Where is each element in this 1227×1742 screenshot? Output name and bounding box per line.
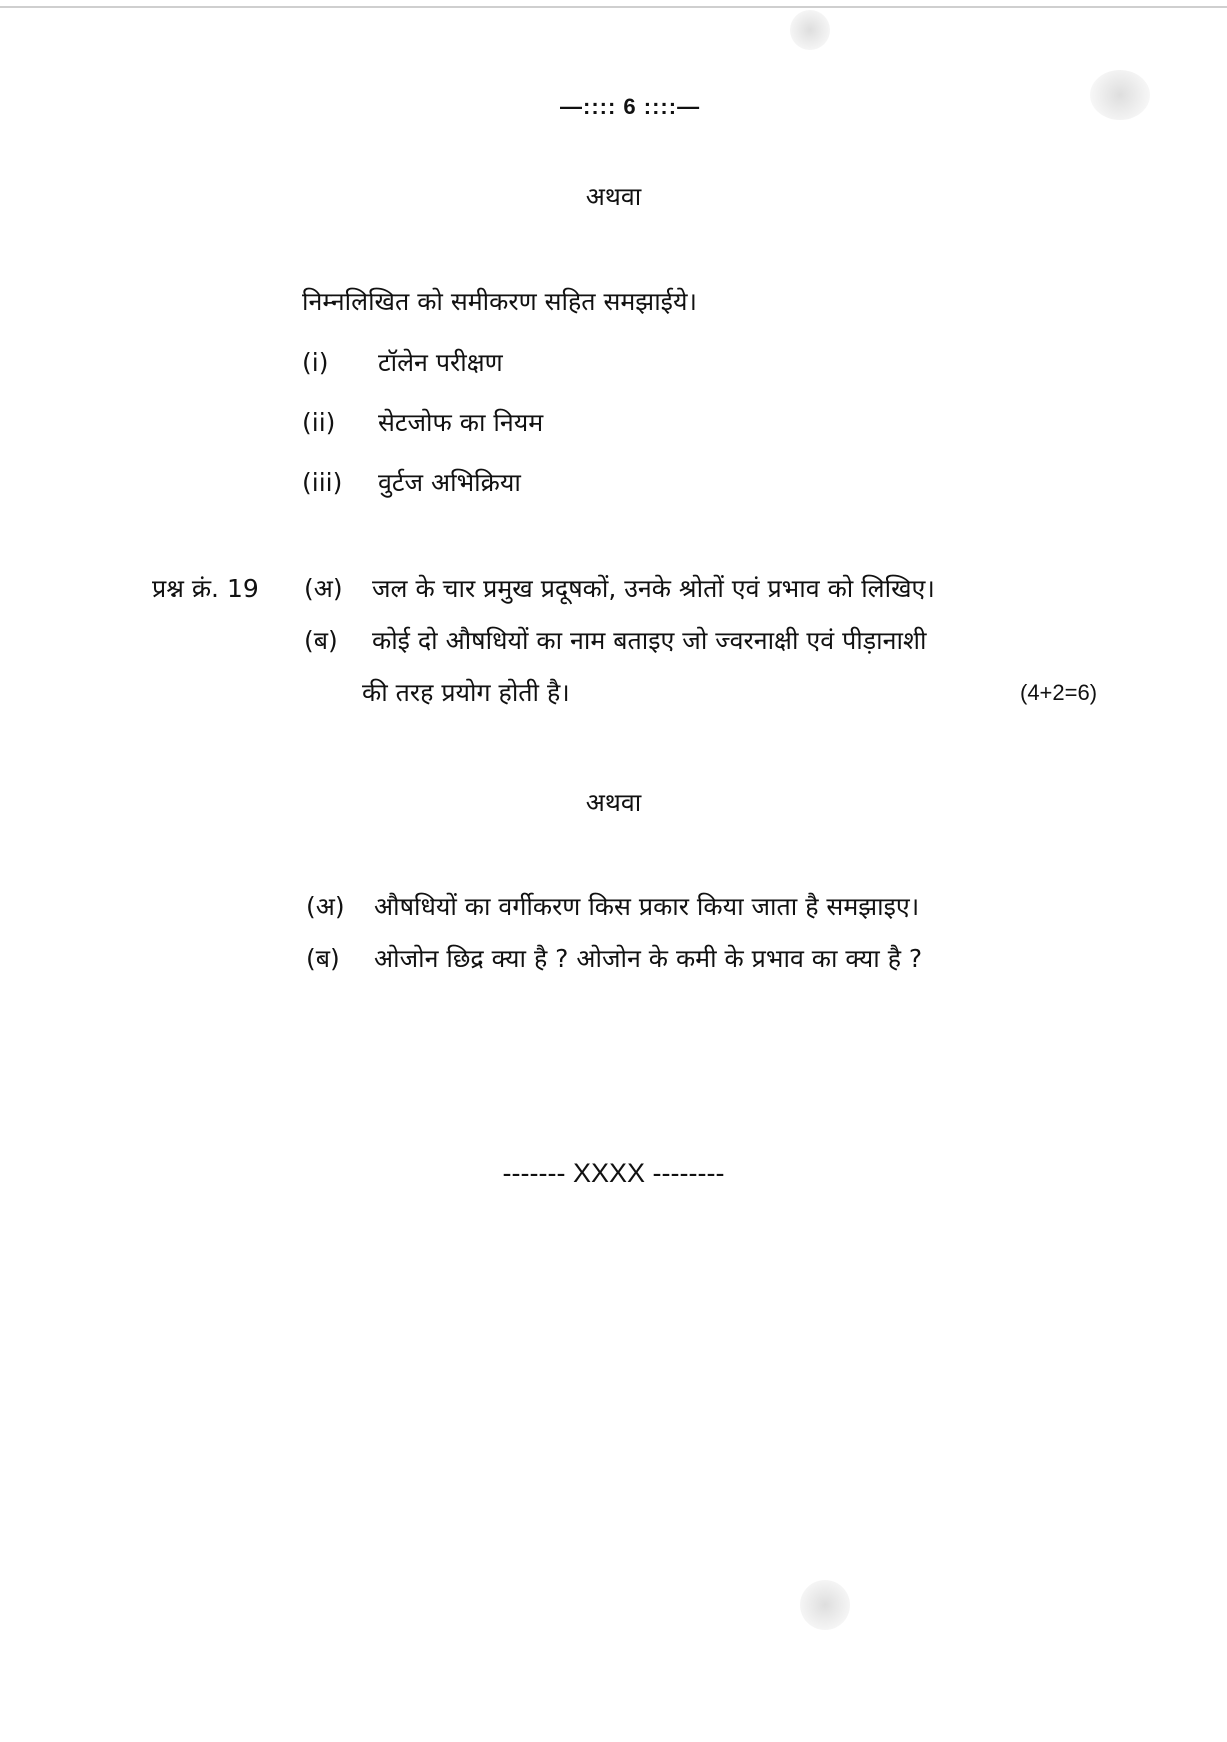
part-label: (अ) <box>306 892 345 921</box>
ink-smudge <box>790 10 830 50</box>
item-number: (ii) <box>302 408 336 437</box>
page-number: —:::: 6 ::::— <box>560 94 701 119</box>
instruction-text: निम्नलिखित को समीकरण सहित समझाईये। <box>302 287 697 316</box>
top-edge-line <box>0 6 1227 8</box>
item-text: वुर्टज अभिक्रिया <box>378 468 521 497</box>
question-text: कोई दो औषधियों का नाम बताइए जो ज्वरनाक्षी एवं पीड़ानाशी <box>372 626 927 655</box>
marks-allocation: (4+2=6) <box>1020 680 1098 705</box>
item-text: टॉलेन परीक्षण <box>378 348 503 377</box>
question-text: औषधियों का वर्गीकरण किस प्रकार किया जाता है समझाइए। <box>374 892 920 921</box>
ink-smudge <box>800 1580 850 1630</box>
or-label: अथवा <box>585 788 642 817</box>
question-text: की तरह प्रयोग होती है। <box>362 678 570 707</box>
end-marker: ------- XXXX -------- <box>502 1158 725 1188</box>
part-label: (ब) <box>306 944 340 973</box>
item-number: (iii) <box>302 468 343 497</box>
part-label: (अ) <box>304 574 343 603</box>
question-text: जल के चार प्रमुख प्रदूषकों, उनके श्रोतों एवं प्रभाव को लिखिए। <box>372 574 935 603</box>
item-text: सेटजोफ का नियम <box>378 408 544 437</box>
item-number: (i) <box>302 348 329 377</box>
question-number: प्रश्न क्रं. 19 <box>152 574 259 603</box>
or-label: अथवा <box>585 182 642 211</box>
part-label: (ब) <box>304 626 338 655</box>
question-text: ओजोन छिद्र क्या है ? ओजोन के कमी के प्रभाव का क्या है ? <box>374 944 923 973</box>
ink-smudge <box>1090 70 1150 120</box>
